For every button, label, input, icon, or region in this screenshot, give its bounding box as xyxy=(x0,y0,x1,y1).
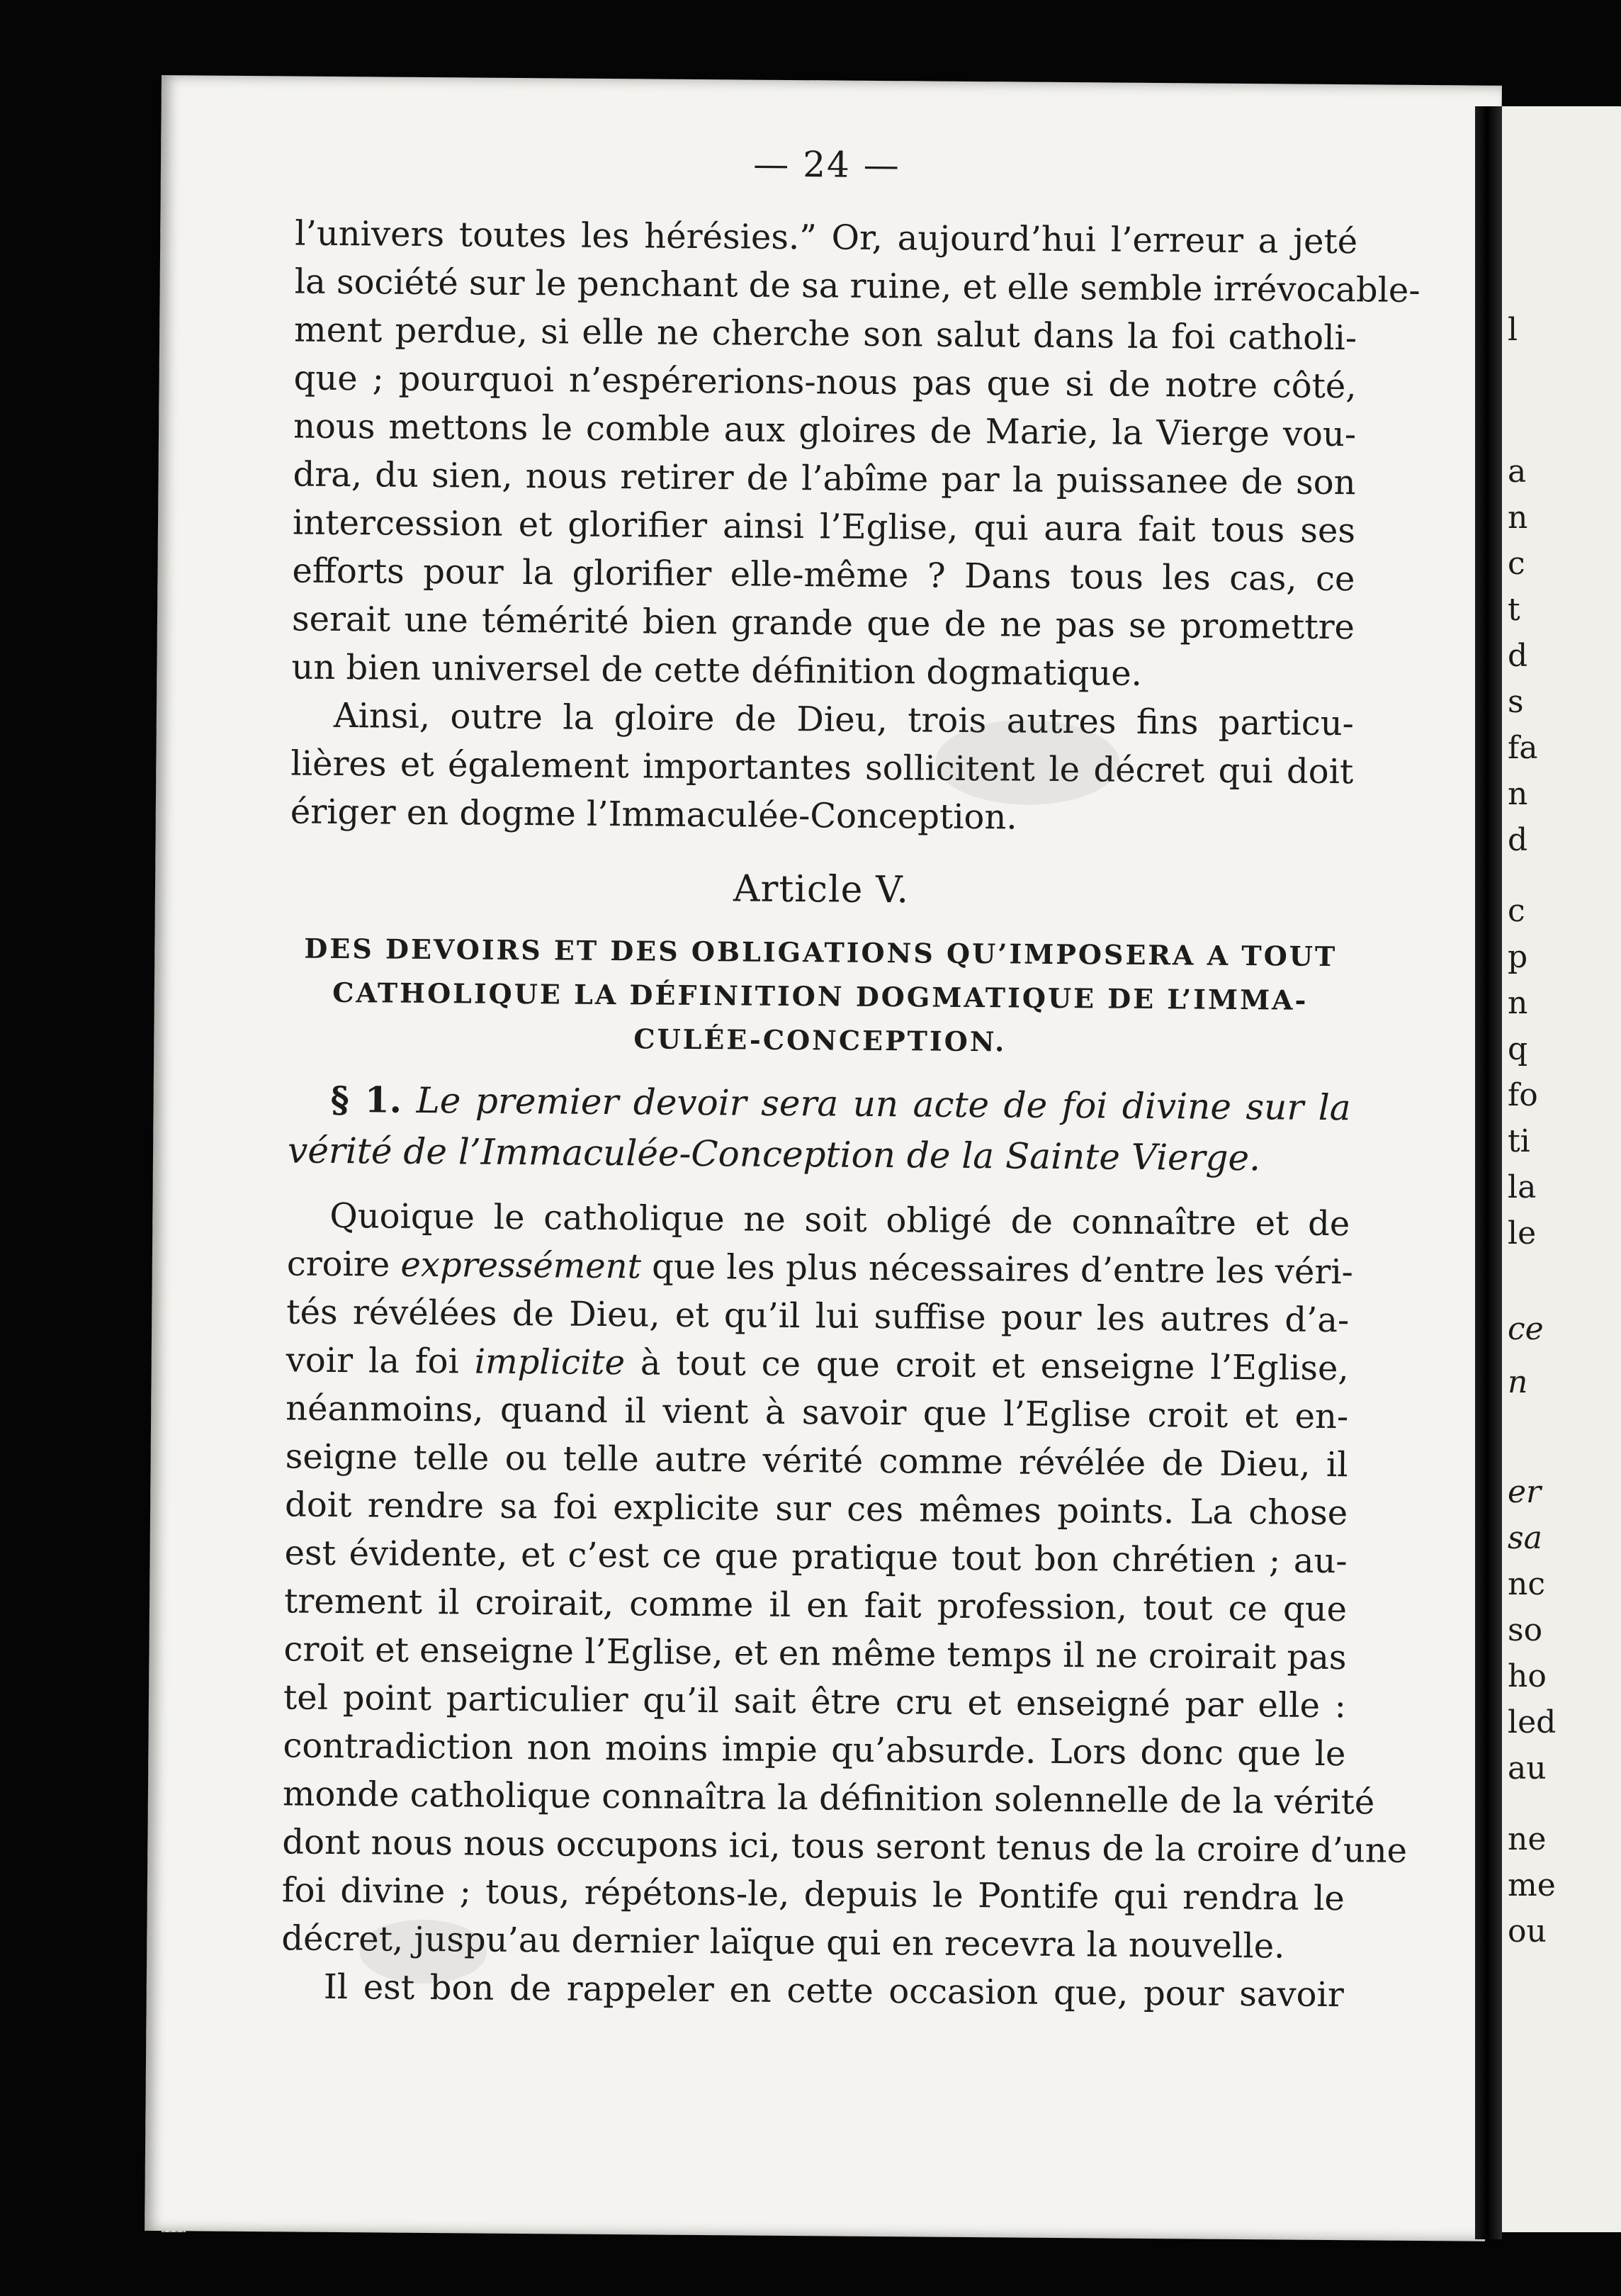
paragraph-1 xyxy=(291,209,1421,699)
text-line: que ; pourquoi n’espérerions-nous pas que si de notre côté, xyxy=(293,358,1357,407)
section-number: § 1. xyxy=(330,1078,402,1121)
text-line: contradiction non moins impie qu’absurde. Lors donc que le xyxy=(283,1726,1346,1774)
right-fragment: a xyxy=(1508,454,1527,490)
right-fragment: ou xyxy=(1508,1913,1547,1949)
text-line: lières et également importantes sollicitent le décret qui doit xyxy=(290,743,1354,792)
text-line: croit et enseigne l’Eglise, et en même temps il ne croirait pas xyxy=(283,1629,1347,1678)
text-line: dra, du sien, nous retirer de l’abîme par la puissanee de son xyxy=(293,454,1356,503)
text-line: est évidente, et c’est ce que pratique tout bon chrétien ; au- xyxy=(284,1533,1348,1582)
right-fragment: nc xyxy=(1508,1566,1545,1602)
right-page-fragment xyxy=(1502,106,1621,2232)
right-fragment: n xyxy=(1508,985,1528,1021)
right-fragment: p xyxy=(1508,939,1528,975)
text-run: à tout ce que croit et enseigne l’Eglise, xyxy=(624,1343,1349,1389)
text-line: foi divine ; tous, répétons-le, depuis le Pontife qui rendra le xyxy=(281,1870,1345,1919)
text-line: décret, juspu’au dernier laïque qui en recevra la nouvelle. xyxy=(281,1918,1285,1966)
right-fragment: la xyxy=(1508,1169,1537,1205)
right-fragment: led xyxy=(1508,1704,1557,1740)
right-fragment: n xyxy=(1508,776,1528,812)
heading-line: CULÉE-CONCEPTION. xyxy=(633,1023,1007,1058)
page-content xyxy=(281,140,1421,2019)
right-fragment: sa xyxy=(1508,1520,1542,1556)
right-fragment: ne xyxy=(1508,1821,1547,1857)
book-gutter xyxy=(1475,106,1502,2239)
text-run: que les plus nécessaires d’entre les véri- xyxy=(640,1247,1354,1293)
paragraph-3 xyxy=(281,1191,1408,1971)
italic-term: expressément xyxy=(400,1244,642,1287)
right-fragment: d xyxy=(1508,822,1528,858)
text-run: voir la foi xyxy=(286,1340,475,1382)
text-line: Quoique le catholique ne soit obligé de connaître et de xyxy=(329,1195,1350,1244)
text-line: monde catholique connaîtra la définition solennelle de la vérité xyxy=(282,1774,1375,1823)
right-fragment: n xyxy=(1508,1364,1528,1400)
text-line xyxy=(286,1336,1348,1392)
right-fragment: so xyxy=(1508,1612,1543,1648)
right-fragment: ho xyxy=(1508,1658,1547,1694)
text-line: ment perdue, si elle ne cherche son salut dans la foi catholi- xyxy=(293,310,1357,359)
text-run: croire xyxy=(286,1244,401,1285)
paragraph-4 xyxy=(281,1962,1344,2019)
right-fragment: t xyxy=(1508,592,1520,628)
text-line: ériger en dogme l’Immaculée-Conception. xyxy=(290,792,1017,838)
heading-line: CATHOLIQUE LA DÉFINITION DOGMATIQUE DE L’IMMA- xyxy=(332,976,1309,1016)
right-fragment: fa xyxy=(1508,730,1538,766)
right-fragment: me xyxy=(1508,1867,1556,1903)
text-line: trement il croirait, comme il en fait profession, tout ce que xyxy=(283,1581,1348,1630)
right-fragment: c xyxy=(1508,893,1525,929)
right-fragment: er xyxy=(1508,1474,1542,1510)
text-line: Ainsi, outre la gloire de Dieu, trois autres fins particu- xyxy=(333,695,1355,744)
right-fragment: l xyxy=(1508,312,1518,348)
text-line: Il est bon de rappeler en cette occasion que, pour savoir xyxy=(323,1966,1344,2015)
text-line: la société sur le penchant de sa ruine, et elle semble irrévocable- xyxy=(294,261,1421,310)
right-fragment: n xyxy=(1508,500,1528,536)
text-line: un bien universel de cette définition dogmatique. xyxy=(291,647,1143,694)
right-fragment: fo xyxy=(1508,1077,1538,1113)
section-heading-line xyxy=(288,1074,1351,1133)
text-line xyxy=(286,1239,1354,1296)
italic-term: implicite xyxy=(474,1341,626,1383)
right-fragment: ti xyxy=(1508,1123,1530,1159)
section-title-part: Le premier devoir sera un acte de foi divine sur la xyxy=(416,1079,1351,1129)
text-line: dont nous nous occupons ici, tous seront tenus de la croire d’une xyxy=(282,1822,1408,1871)
section-title-part: vérité de l’Immaculée-Conception de la Sainte Vierge. xyxy=(287,1130,1261,1179)
page-number: — 24 — xyxy=(753,143,900,186)
text-line: l’univers toutes les hérésies.” Or, aujourd’hui l’erreur a jeté xyxy=(295,213,1358,262)
text-line: intercession et glorifier ainsi l’Eglise, qui aura fait tous ses xyxy=(292,502,1356,551)
heading-line: DES DEVOIRS ET DES OBLIGATIONS QU’IMPOSERA A TOUT xyxy=(304,932,1338,973)
text-line: seigne telle ou telle autre vérité comme révélée de Dieu, il xyxy=(285,1436,1348,1485)
right-fragment: s xyxy=(1508,684,1524,720)
right-fragment: d xyxy=(1508,638,1528,674)
right-fragment: c xyxy=(1508,546,1525,582)
left-page xyxy=(145,75,1502,2241)
article-heading xyxy=(288,926,1352,1067)
text-line: nous mettons le comble aux gloires de Marie, la Vierge vou- xyxy=(293,406,1357,455)
text-line: néanmoins, quand il vient à savoir que l’Eglise croit et en- xyxy=(286,1388,1349,1437)
text-line: doit rendre sa foi explicite sur ces mêmes points. La chose xyxy=(284,1485,1348,1534)
text-line: efforts pour la glorifier elle-même ? Dans tous les cas, ce xyxy=(292,551,1355,600)
right-fragment: au xyxy=(1508,1750,1547,1786)
text-line: serait une témérité bien grande que de ne pas se promettre xyxy=(291,599,1355,648)
paragraph-2 xyxy=(290,691,1355,844)
article-title: Article V. xyxy=(733,867,910,912)
right-fragment: q xyxy=(1508,1031,1528,1067)
right-fragment: le xyxy=(1508,1215,1537,1251)
text-line: tel point particulier qu’il sait être cru et enseigné par elle : xyxy=(283,1677,1347,1726)
section-heading xyxy=(288,1074,1351,1184)
text-line: tés révélées de Dieu, et qu’il lui suffise pour les autres d’a- xyxy=(286,1292,1350,1341)
right-fragment: ce xyxy=(1508,1311,1544,1347)
